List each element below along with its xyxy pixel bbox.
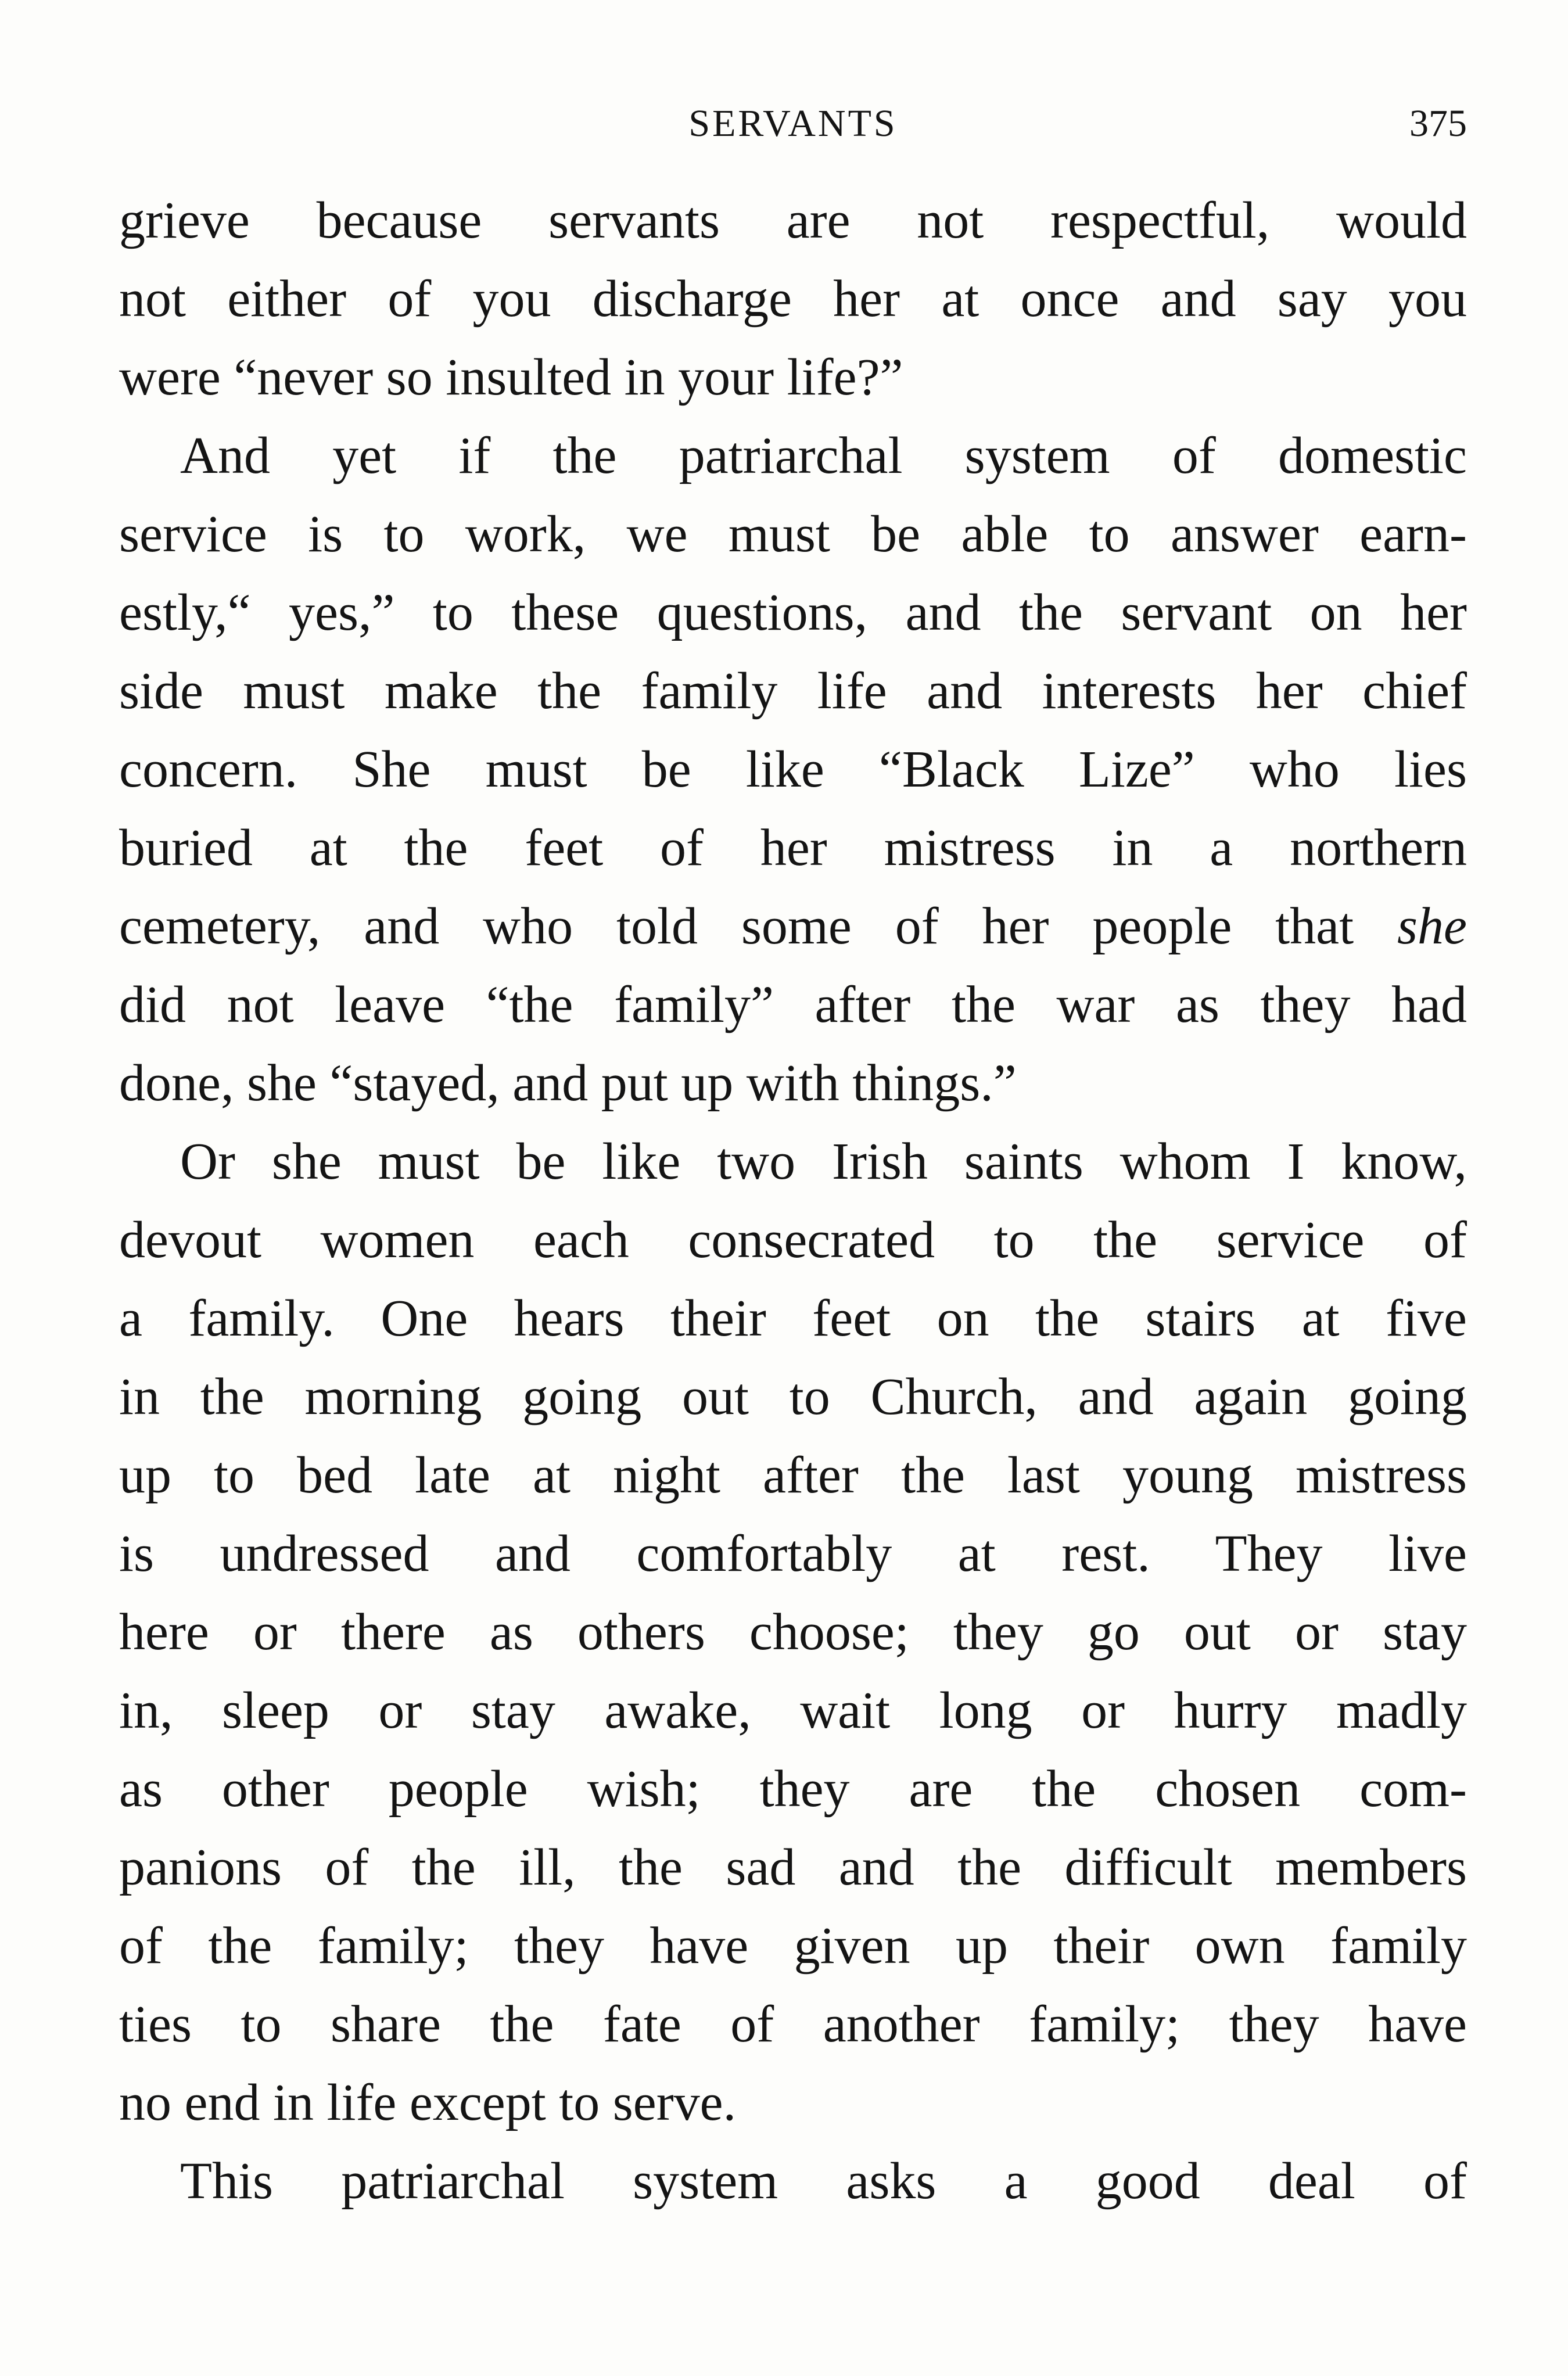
paragraph-first-line: This patriarchal system asks a good deal of [180,2152,1467,2210]
text-line: estly,“ yes,” to these questions, and the servant on her [119,584,1467,641]
text-line: is undressed and comfortably at rest. They live [119,1525,1467,1582]
text-line: in, sleep or stay awake, wait long or hurry madly [119,1682,1467,1739]
text-line: buried at the feet of her mistress in a northern [119,819,1467,877]
running-title: SERVANTS [688,102,898,145]
text-line: ties to share the fate of another family; they have [119,1995,1467,2053]
text-line: grieve because servants are not respectful, would [119,192,1467,249]
text-line [119,887,1467,966]
paragraph-first-line: Or she must be like two Irish saints whom I know, [180,1133,1467,1190]
text-line: up to bed late at night after the last young mistress [119,1447,1467,1504]
text-line: did not leave “the family” after the war as they had [119,976,1467,1033]
body-text [119,181,1467,2220]
page-number: 375 [1409,102,1467,145]
text-line: side must make the family life and interests her chief [119,662,1467,720]
paragraph-first-line: And yet if the patriarchal system of domestic [180,427,1467,484]
text-line: here or there as others choose; they go out or stay [119,1603,1467,1661]
text-segment: cemetery, and who told some of her people that [119,898,1354,955]
text-line: service is to work, we must be able to answer earn- [119,505,1467,563]
text-line: done, she “stayed, and put up with things.” [119,1054,1017,1112]
running-head [119,98,1467,150]
text-line: panions of the ill, the sad and the difficult members [119,1839,1467,1896]
text-line: concern. She must be like “Black Lize” who lies [119,741,1467,798]
text-line: a family. One hears their feet on the stairs at five [119,1290,1467,1347]
text-line: were “never so insulted in your life?” [119,349,903,406]
emphasis-she: she [1397,898,1467,955]
text-line: of the family; they have given up their own family [119,1917,1467,1975]
text-line: not either of you discharge her at once and say you [119,270,1467,328]
text-line: devout women each consecrated to the service of [119,1211,1467,1269]
text-line: no end in life except to serve. [119,2074,737,2131]
text-line: as other people wish; they are the chosen com- [119,1760,1467,1818]
text-line: in the morning going out to Church, and again going [119,1368,1467,1426]
